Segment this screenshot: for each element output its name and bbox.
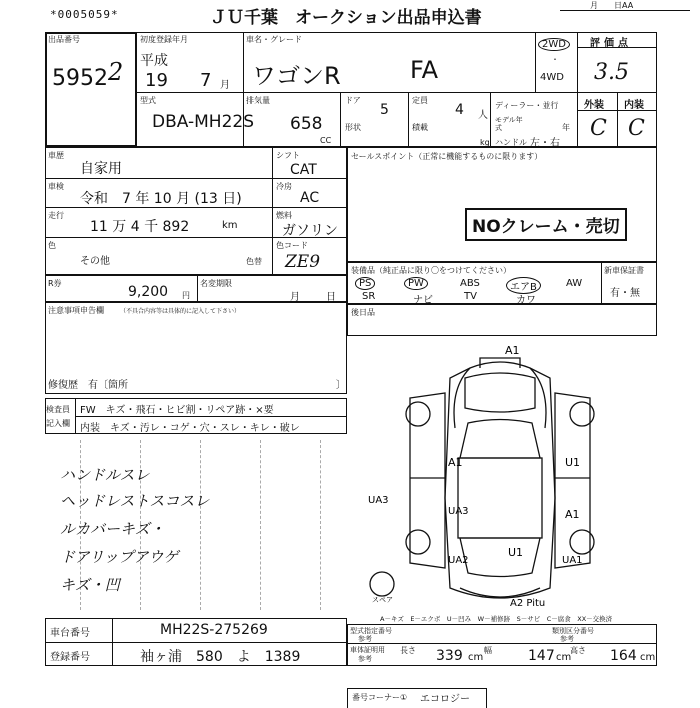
length-value: 339 — [436, 648, 463, 664]
shift-label: シフト — [276, 151, 300, 160]
equip-navi: ナビ — [413, 295, 433, 306]
note-line-4: ドアリップアウゲ — [60, 548, 179, 566]
capacity-label: 定員 — [412, 96, 428, 105]
model-value: DBA-MH22S — [152, 112, 255, 132]
dims-label: 車体証明用 — [350, 646, 385, 654]
notes-sub: （不具合内容等は具体的に記入して下さい） — [120, 308, 241, 315]
score-int: C — [628, 116, 645, 141]
diag-ua3: UA3 — [368, 495, 389, 506]
displacement-value: 658 — [290, 114, 323, 134]
recycle-value: 9,200 — [128, 284, 169, 300]
height-unit: cm — [640, 652, 656, 663]
lot-suffix: 2 — [108, 58, 124, 86]
class-code-sub: 参考 — [560, 635, 574, 643]
note-line-1: ハンドルスレ — [60, 466, 150, 484]
diag-u1-bottom: U1 — [508, 546, 524, 559]
displacement-unit: CC — [320, 136, 332, 145]
plate-label: 登録番号 — [50, 652, 90, 663]
color-label: 色 — [48, 241, 56, 250]
diag-ua3-inner: UA3 — [448, 506, 469, 517]
capacity-value: 4 — [455, 102, 464, 118]
diag-a1-right: A1 — [565, 508, 580, 521]
doors-label: ドア — [345, 96, 361, 105]
equip-aw: AW — [566, 278, 583, 289]
new-warranty-label: 新車保証書 — [604, 266, 644, 275]
length-label: 長さ — [400, 646, 416, 655]
dims-sub: 参考 — [358, 655, 372, 663]
new-warranty-value: 有・無 — [610, 288, 640, 299]
selling-points-box — [347, 147, 657, 262]
score-value: 3.5 — [594, 60, 629, 85]
diag-a2-bottom: A2 Pitu — [510, 598, 546, 609]
color-code: ZE9 — [285, 252, 321, 272]
diag-a1-left: A1 — [448, 456, 463, 469]
width-label: 幅 — [484, 646, 492, 655]
shape-label: 形状 — [345, 123, 361, 132]
later-items-label: 後日品 — [351, 308, 375, 317]
equip-airbag: エアB — [506, 277, 541, 294]
car-grade: FA — [410, 56, 439, 84]
first-reg-month: 7 — [200, 70, 212, 91]
later-items-box — [347, 304, 657, 336]
note-line-2: ヘッドレストスコスレ — [60, 492, 210, 510]
handle-label: ハンドル — [495, 138, 527, 147]
displacement-label: 排気量 — [246, 96, 270, 105]
inspection-value: 令和 7 年 10 月 (13 日) — [80, 191, 242, 207]
inspection-label: 車検 — [48, 182, 64, 191]
type-code-sub: 参考 — [358, 635, 372, 643]
lot-number: 5952 — [52, 66, 108, 91]
model-label: 型式 — [140, 96, 156, 105]
color-code-label: 色コード — [276, 241, 308, 250]
first-reg-month-unit: 月 — [220, 80, 230, 91]
no-claim-stamp: NOクレーム・売切 — [465, 208, 627, 241]
name-change-day: 日 — [326, 292, 336, 303]
equip-tv: TV — [464, 291, 477, 302]
diag-ua1: UA1 — [562, 555, 583, 566]
doors-value: 5 — [380, 102, 389, 118]
car-damage-diagram — [350, 338, 655, 623]
history-label: 車歴 — [48, 151, 64, 160]
mileage-unit: km — [222, 220, 238, 231]
recycle-section — [45, 275, 347, 302]
mileage-label: 走行 — [48, 211, 64, 220]
equip-leather: カワ — [516, 295, 536, 306]
color-value: その他 — [80, 256, 110, 267]
equipment-label: 装備品（純正品に限り〇をつけてください） — [351, 266, 511, 275]
chassis-value: MH22S-275269 — [160, 622, 268, 638]
model-year-unit: 年 — [562, 123, 570, 132]
repair-bracket-end: 〕 — [336, 380, 346, 391]
damage-legend: A－キズ E－エクボ U－凹み W－補修跡 S－サビ C－腐食 XX－交換済 — [380, 615, 613, 623]
height-value: 164 — [610, 648, 637, 664]
equip-pw: PW — [404, 277, 428, 290]
notes-label: 注意事項申告欄 — [48, 306, 104, 315]
aircon-label: 冷房 — [276, 182, 292, 191]
date-field: 月 日AA — [590, 1, 634, 10]
score-ext: C — [590, 116, 607, 141]
load-label: 積載 — [412, 123, 428, 132]
serial-number: *0005059* — [50, 8, 119, 21]
note-line-3: ルカバーキズ・ — [60, 520, 165, 538]
height-label: 高さ — [570, 646, 586, 655]
score-int-label: 内装 — [624, 100, 644, 111]
car-name-label: 車名・グレード — [246, 35, 302, 44]
chassis-label: 車台番号 — [50, 628, 90, 639]
selling-points-label: セールスポイント（正常に機能するものに限ります） — [351, 152, 543, 161]
form-title: ＪＵ千葉 オークション出品申込書 — [210, 8, 482, 28]
color-change-label: 色替 — [246, 257, 262, 266]
name-change-month: 月 — [290, 292, 300, 303]
footer-label: 番号コーナー① — [352, 693, 408, 702]
aircon-value: AC — [300, 190, 320, 206]
width-unit: cm — [556, 652, 572, 663]
repair-history: 修復歴 有〔箇所 — [48, 380, 128, 391]
lot-label: 出品番号 — [48, 35, 80, 44]
recycle-unit: 円 — [182, 291, 190, 300]
drive-4wd: 4WD — [540, 72, 564, 83]
car-name: ワゴンR — [252, 62, 341, 90]
footer-value: エコロジー — [420, 694, 470, 705]
score-label: 評価点 — [590, 38, 632, 49]
first-reg-era: 平成 — [140, 53, 168, 69]
inspector-label-2: 記入欄 — [46, 419, 70, 428]
first-reg-year: 19 — [145, 70, 168, 91]
class-code-label: 類別区分番号 — [552, 627, 594, 635]
length-unit: cm — [468, 652, 484, 663]
history-value: 自家用 — [80, 161, 122, 177]
capacity-unit: 人 — [478, 110, 488, 121]
plate-value: 袖ヶ浦 580 よ 1389 — [140, 649, 301, 665]
inspector-label-1: 検査員 — [46, 405, 70, 414]
inspector-row-2: 内装 キズ・汚レ・コゲ・穴・スレ・キレ・破レ — [80, 423, 300, 434]
equip-ps: PS — [355, 277, 375, 290]
note-line-5: キズ・凹 — [60, 576, 120, 594]
handle-value: 左・右 — [530, 138, 560, 149]
dealer-label: ディーラー・並行 — [495, 101, 559, 110]
mileage-value: 11 万 4 千 892 — [90, 219, 190, 235]
name-change-label: 名変期限 — [200, 279, 232, 288]
drive-2wd: 2WD — [538, 38, 570, 51]
width-value: 147 — [528, 648, 555, 664]
equip-abs: ABS — [460, 278, 480, 289]
load-unit: kg — [480, 138, 490, 147]
fuel-label: 燃料 — [276, 211, 292, 220]
diag-spare: スペア — [372, 596, 393, 604]
diag-u1-right: U1 — [565, 456, 581, 469]
diag-a1-top: A1 — [505, 344, 520, 357]
type-code-label: 型式指定番号 — [350, 627, 392, 635]
recycle-label: R券 — [48, 279, 62, 288]
fuel-value: ガソリン — [282, 223, 338, 239]
diag-ua2: UA2 — [448, 555, 469, 566]
equip-sr: SR — [362, 291, 376, 302]
score-ext-label: 外装 — [584, 100, 604, 111]
model-year-label: モデル年式 — [495, 116, 523, 132]
shift-value: CAT — [290, 162, 317, 178]
first-reg-label: 初度登録年月 — [140, 35, 188, 44]
inspector-row-1: FW キズ・飛石・ヒビ割・リペア跡・×要 — [80, 405, 274, 416]
